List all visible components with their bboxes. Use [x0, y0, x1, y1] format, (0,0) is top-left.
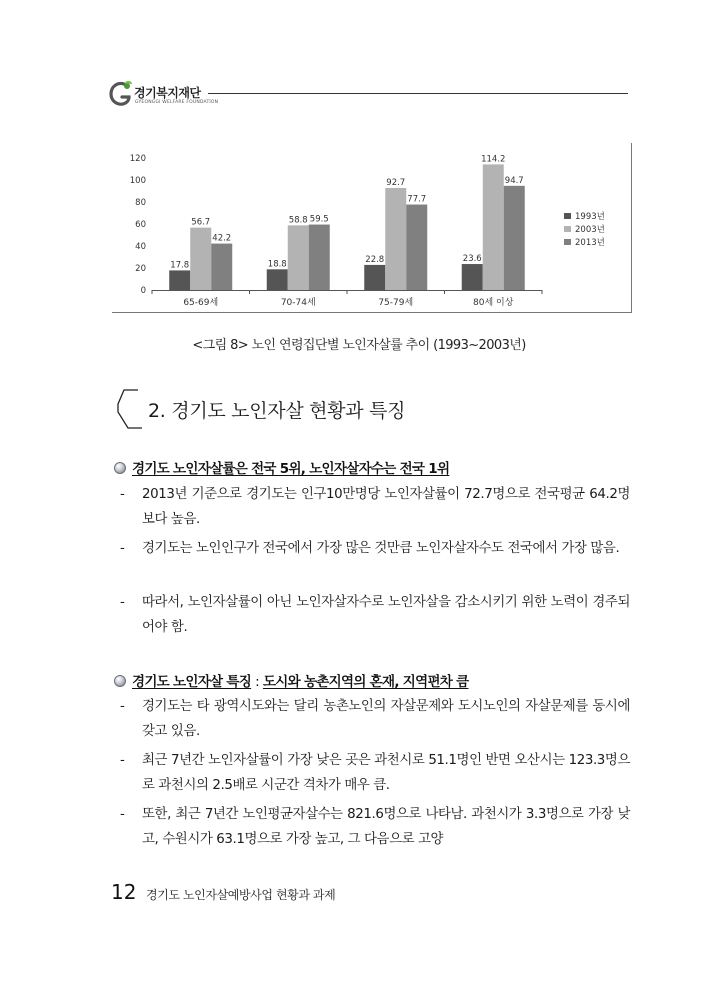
bullet-heading-text: 경기도 노인자살률은 전국 5위, 노인자살자수는 전국 1위 — [132, 461, 450, 477]
list-item: - 2013년 기준으로 경기도는 인구10만명당 노인자살률이 72.7명으로 전국평균 64.2명보다 높음. — [120, 487, 630, 527]
bar — [504, 186, 525, 290]
page-number: 12 — [111, 880, 137, 904]
bullet-heading-text: 경기도 노인자살 특징 — [132, 674, 252, 690]
figure-caption: <그림 8> 노인 연령집단별 노인자살률 추이 (1993~2003년) — [192, 338, 526, 353]
list-item: - 따라서, 노인자살률이 아닌 노인자살자수로 노인자살을 감소시키기 위한 노력이 경주되어야 함. — [120, 595, 630, 635]
bar — [211, 244, 232, 290]
bar — [190, 228, 211, 290]
data-label: 22.8 — [365, 254, 385, 265]
data-label: 17.8 — [170, 260, 190, 271]
y-tick-label: 60 — [135, 220, 146, 230]
list-item: - 경기도는 노인인구가 전국에서 가장 많은 것만큼 노인자살자수도 전국에서 가장 많음. — [120, 541, 620, 556]
data-label: 77.7 — [407, 194, 427, 205]
data-label: 94.7 — [504, 175, 524, 186]
section-title: 2. 경기도 노인자살 현황과 특징 — [148, 400, 406, 422]
legend-swatch — [564, 239, 571, 245]
legend-swatch — [564, 226, 571, 232]
legend-label: 1993년 — [575, 212, 605, 222]
foundation-logo-icon — [108, 80, 134, 108]
list-item: - 최근 7년간 노인자살률이 가장 낮은 곳은 과천시로 51.1명인 반면 오산시는 123.3명으로 과천시의 2.5배로 시군간 격차가 매우 큼. — [120, 753, 630, 793]
legend-label: 2013년 — [575, 238, 605, 248]
age-group-suicide-chart — [112, 143, 632, 313]
list-item: - 경기도는 타 광역시도와는 달리 농촌노인의 자살문제와 도시노인의 자살문제를 동시에 갖고 있음. — [120, 699, 630, 739]
section-heading — [116, 386, 636, 436]
bullet-icon — [114, 462, 126, 474]
y-tick-label: 80 — [135, 198, 146, 208]
bar — [169, 270, 190, 290]
org-name: 경기복지재단 — [134, 86, 201, 100]
bar — [309, 225, 330, 290]
bar — [267, 269, 288, 290]
data-label: 42.2 — [212, 233, 232, 244]
bar — [288, 225, 309, 290]
data-label: 18.8 — [267, 259, 287, 270]
bar — [483, 164, 504, 290]
y-tick-label: 0 — [140, 286, 146, 296]
footer-title: 경기도 노인자살예방사업 현황과 과제 — [146, 888, 336, 902]
bar — [385, 188, 406, 290]
header-divider — [208, 93, 628, 94]
data-label: 58.8 — [288, 215, 308, 226]
data-label: 114.2 — [481, 154, 506, 165]
y-tick-label: 120 — [129, 154, 146, 164]
data-label: 23.6 — [462, 254, 482, 265]
page-header — [108, 78, 628, 112]
bullet-icon — [114, 675, 126, 687]
y-tick-label: 100 — [129, 176, 146, 186]
x-tick-label: 70-74세 — [280, 298, 316, 308]
data-label: 59.5 — [309, 214, 329, 225]
legend-swatch — [564, 213, 571, 219]
bar — [364, 265, 385, 290]
org-subtitle: GYEONGGI WELFARE FOUNDATION — [135, 100, 219, 105]
bar-chart — [112, 143, 632, 313]
data-label: 56.7 — [191, 217, 211, 228]
bar — [462, 264, 483, 290]
x-tick-label: 65-69세 — [183, 298, 219, 308]
data-label: 92.7 — [386, 178, 406, 189]
bullet-heading-2: 경기도 노인자살 특징 : 도시와 농촌지역의 혼재, 지역편차 큼 — [114, 670, 468, 690]
x-tick-label: 80세 이상 — [473, 298, 514, 308]
list-item: - 또한, 최근 7년간 노인평균자살수는 821.6명으로 나타남. 과천시가 3.3명으로 가장 낮고, 수원시가 63.1명으로 가장 높고, 그 다음으로 고양 — [120, 807, 630, 847]
y-tick-label: 40 — [135, 242, 146, 252]
y-tick-label: 20 — [135, 264, 146, 274]
bullet-heading-1 — [114, 457, 449, 477]
x-tick-label: 75-79세 — [378, 298, 414, 308]
bullet-heading-text: 도시와 농촌지역의 혼재, 지역편차 큼 — [262, 674, 469, 690]
bar — [406, 205, 427, 290]
legend-label: 2003년 — [575, 225, 605, 235]
